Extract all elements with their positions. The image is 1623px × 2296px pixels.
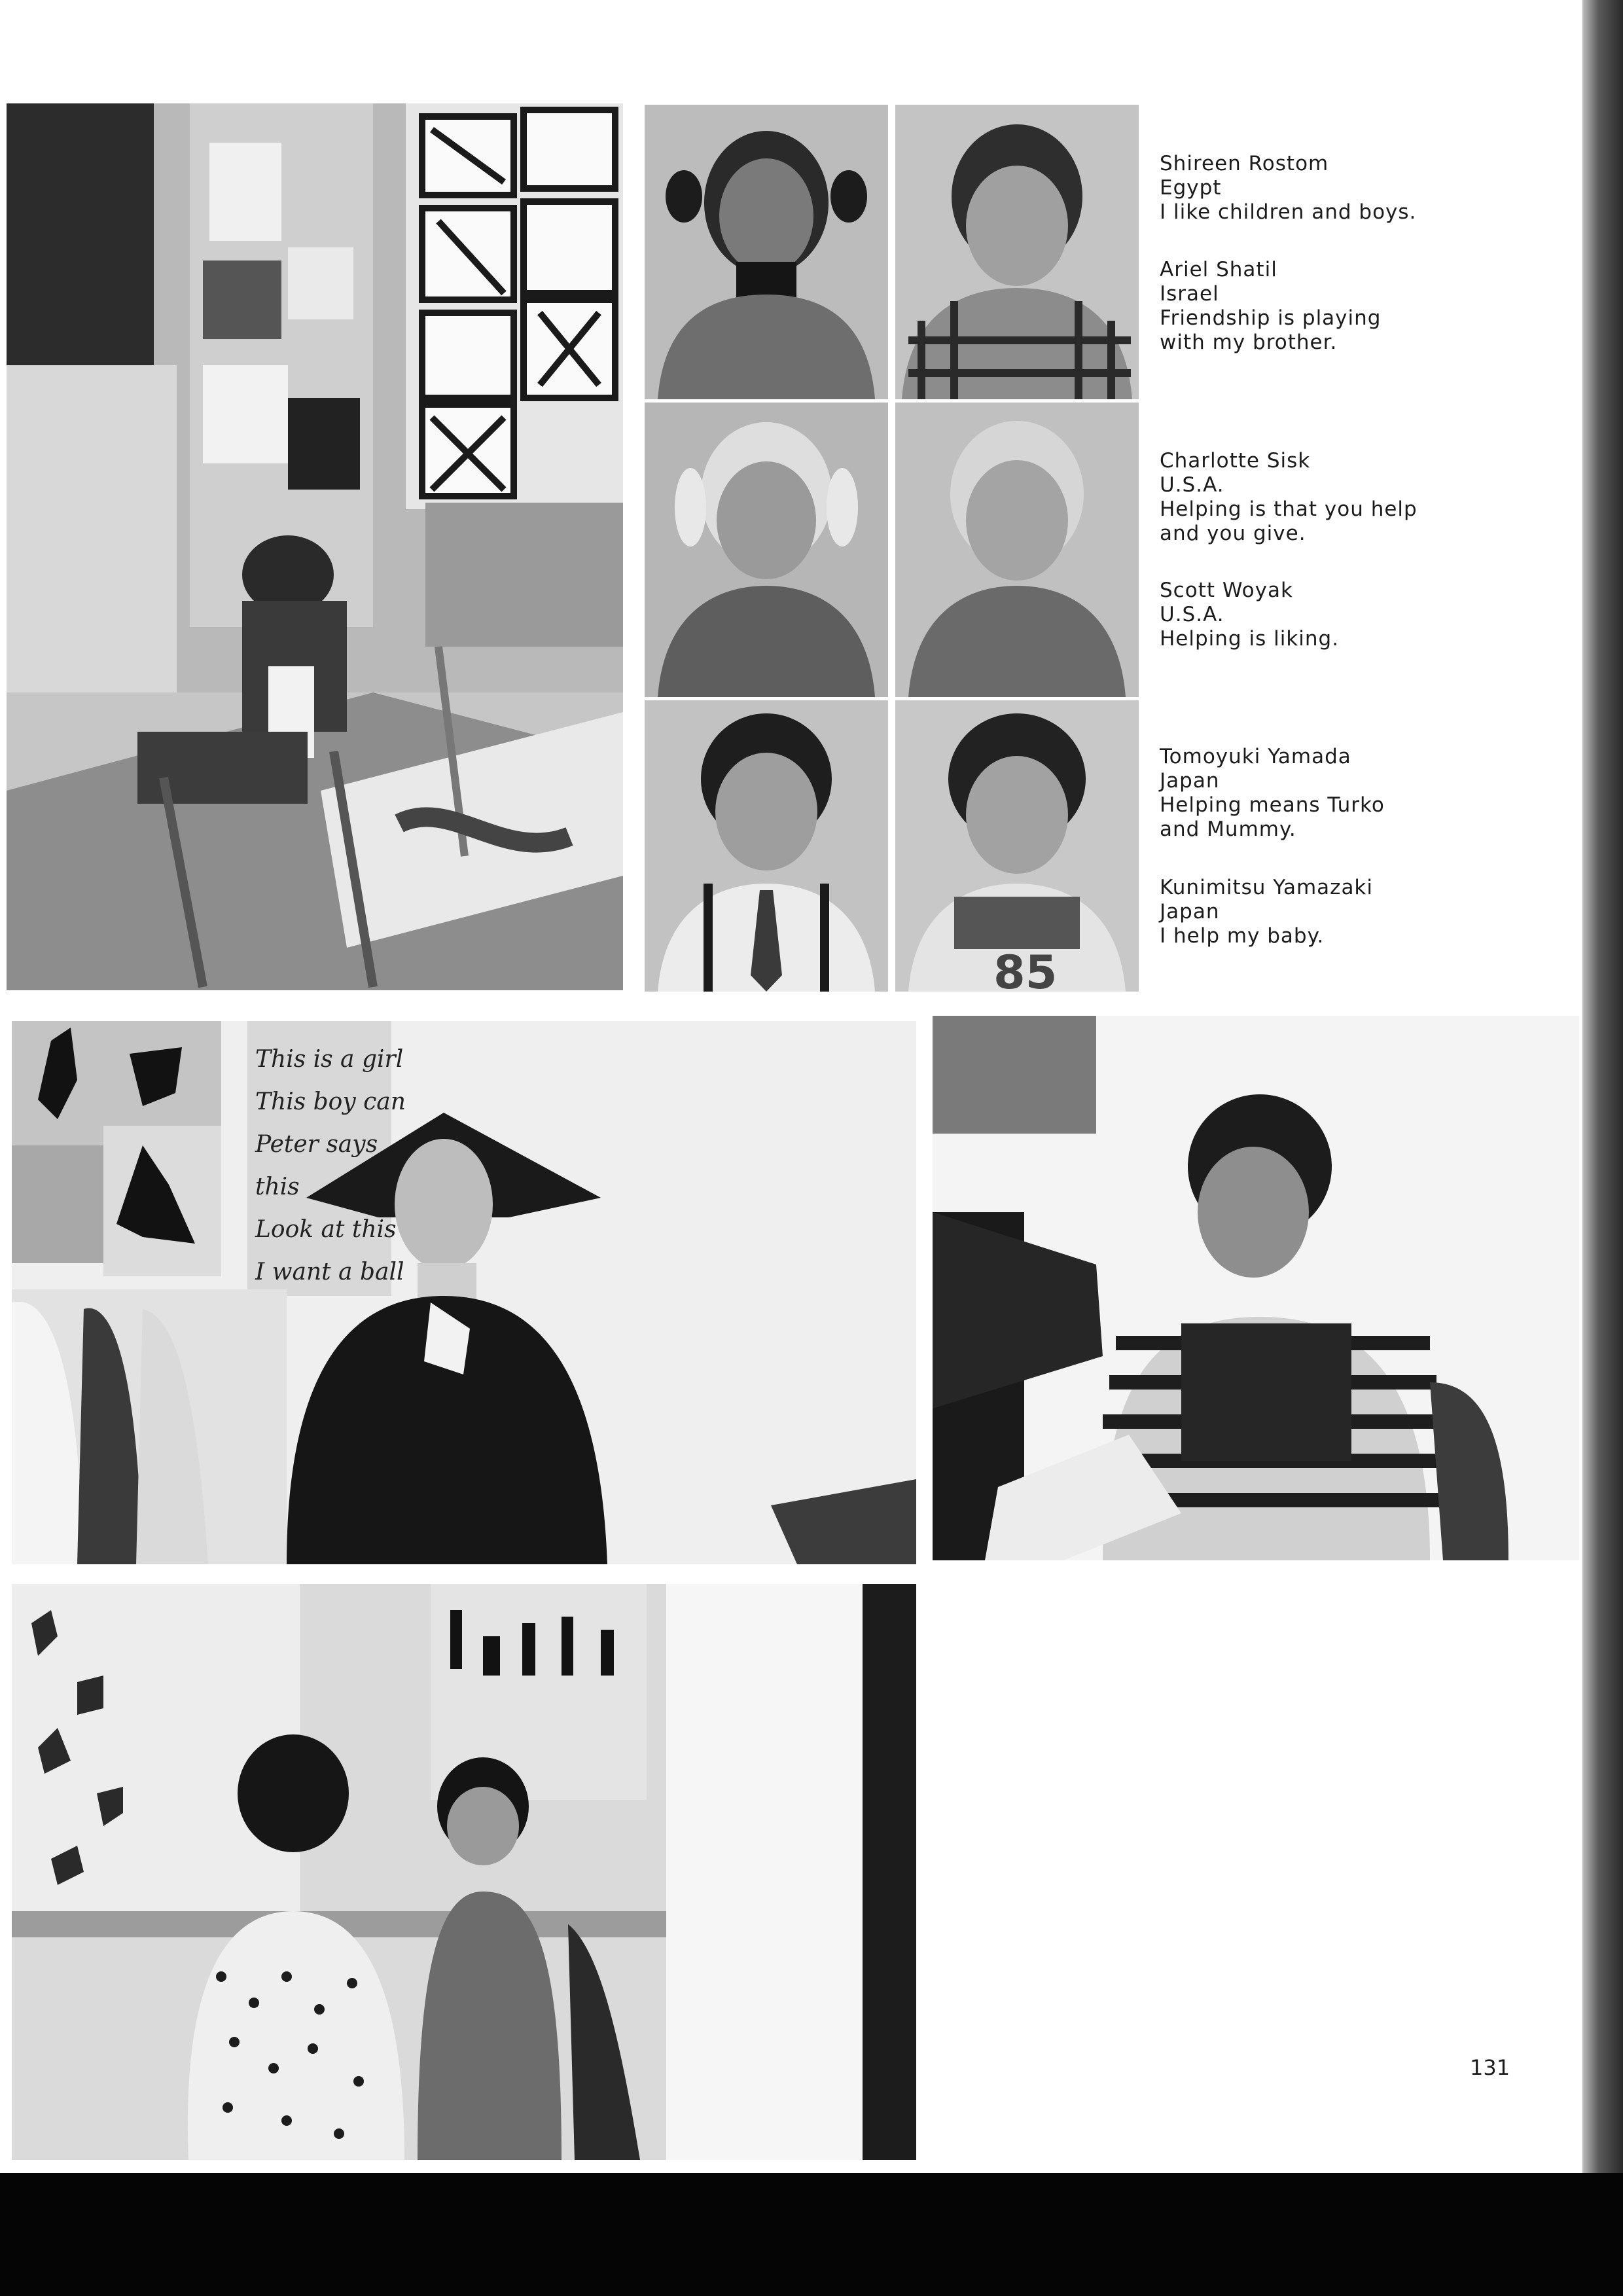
caption-charlotte-sisk bbox=[1160, 449, 1435, 546]
board-text-line: This boy can bbox=[255, 1088, 406, 1115]
board-text-line: this bbox=[255, 1174, 300, 1200]
photo-classroom-desk bbox=[7, 103, 623, 990]
portrait-kunimitsu-yamazaki bbox=[895, 700, 1139, 992]
photo-witch-costume bbox=[12, 1021, 916, 1564]
scan-background bbox=[0, 2173, 1623, 2296]
student-name: Tomoyuki Yamada bbox=[1160, 745, 1351, 768]
student-quote: Helping is liking. bbox=[1160, 627, 1340, 651]
student-name: Kunimitsu Yamazaki bbox=[1160, 876, 1374, 899]
student-country: Japan bbox=[1160, 769, 1220, 793]
board-text-line: Look at this bbox=[255, 1216, 397, 1243]
student-country: Israel bbox=[1160, 282, 1219, 306]
student-name: Shireen Rostom bbox=[1160, 152, 1329, 175]
svg-text:85: 85 bbox=[993, 946, 1058, 992]
board-text-line: I want a ball bbox=[255, 1259, 404, 1285]
caption-kunimitsu-yamazaki bbox=[1160, 876, 1435, 948]
portrait-tomoyuki-yamada bbox=[645, 700, 888, 992]
portrait-charlotte-sisk bbox=[645, 403, 888, 697]
photo-children-coat-hooks bbox=[12, 1584, 916, 2160]
page-number: 131 bbox=[1470, 2055, 1510, 2080]
student-country: U.S.A. bbox=[1160, 603, 1224, 626]
student-quote: I help my baby. bbox=[1160, 924, 1325, 948]
student-quote: and Mummy. bbox=[1160, 817, 1296, 841]
portrait-scott-woyak bbox=[895, 403, 1139, 697]
caption-scott-woyak bbox=[1160, 579, 1435, 651]
board-text-line: Peter says bbox=[255, 1131, 378, 1158]
board-text-line: This is a girl bbox=[255, 1046, 404, 1073]
student-name: Ariel Shatil bbox=[1160, 258, 1277, 281]
photo-boy-striped-shirt bbox=[933, 1016, 1579, 1560]
caption-ariel-shatil bbox=[1160, 258, 1435, 355]
page-edge-shadow bbox=[1582, 0, 1623, 2179]
portrait-ariel-shatil bbox=[895, 105, 1139, 399]
student-name: Charlotte Sisk bbox=[1160, 449, 1311, 473]
portrait-shireen-rostom bbox=[645, 105, 888, 399]
caption-shireen-rostom bbox=[1160, 152, 1435, 224]
student-quote: Friendship is playing bbox=[1160, 306, 1382, 330]
student-quote: and you give. bbox=[1160, 522, 1306, 545]
student-quote: Helping is that you help bbox=[1160, 497, 1418, 521]
student-quote: I like children and boys. bbox=[1160, 200, 1417, 224]
student-name: Scott Woyak bbox=[1160, 579, 1293, 602]
caption-tomoyuki-yamada bbox=[1160, 745, 1435, 842]
student-country: Japan bbox=[1160, 900, 1220, 924]
student-quote: with my brother. bbox=[1160, 331, 1338, 354]
student-country: U.S.A. bbox=[1160, 473, 1224, 497]
student-country: Egypt bbox=[1160, 176, 1222, 200]
student-quote: Helping means Turko bbox=[1160, 793, 1385, 817]
